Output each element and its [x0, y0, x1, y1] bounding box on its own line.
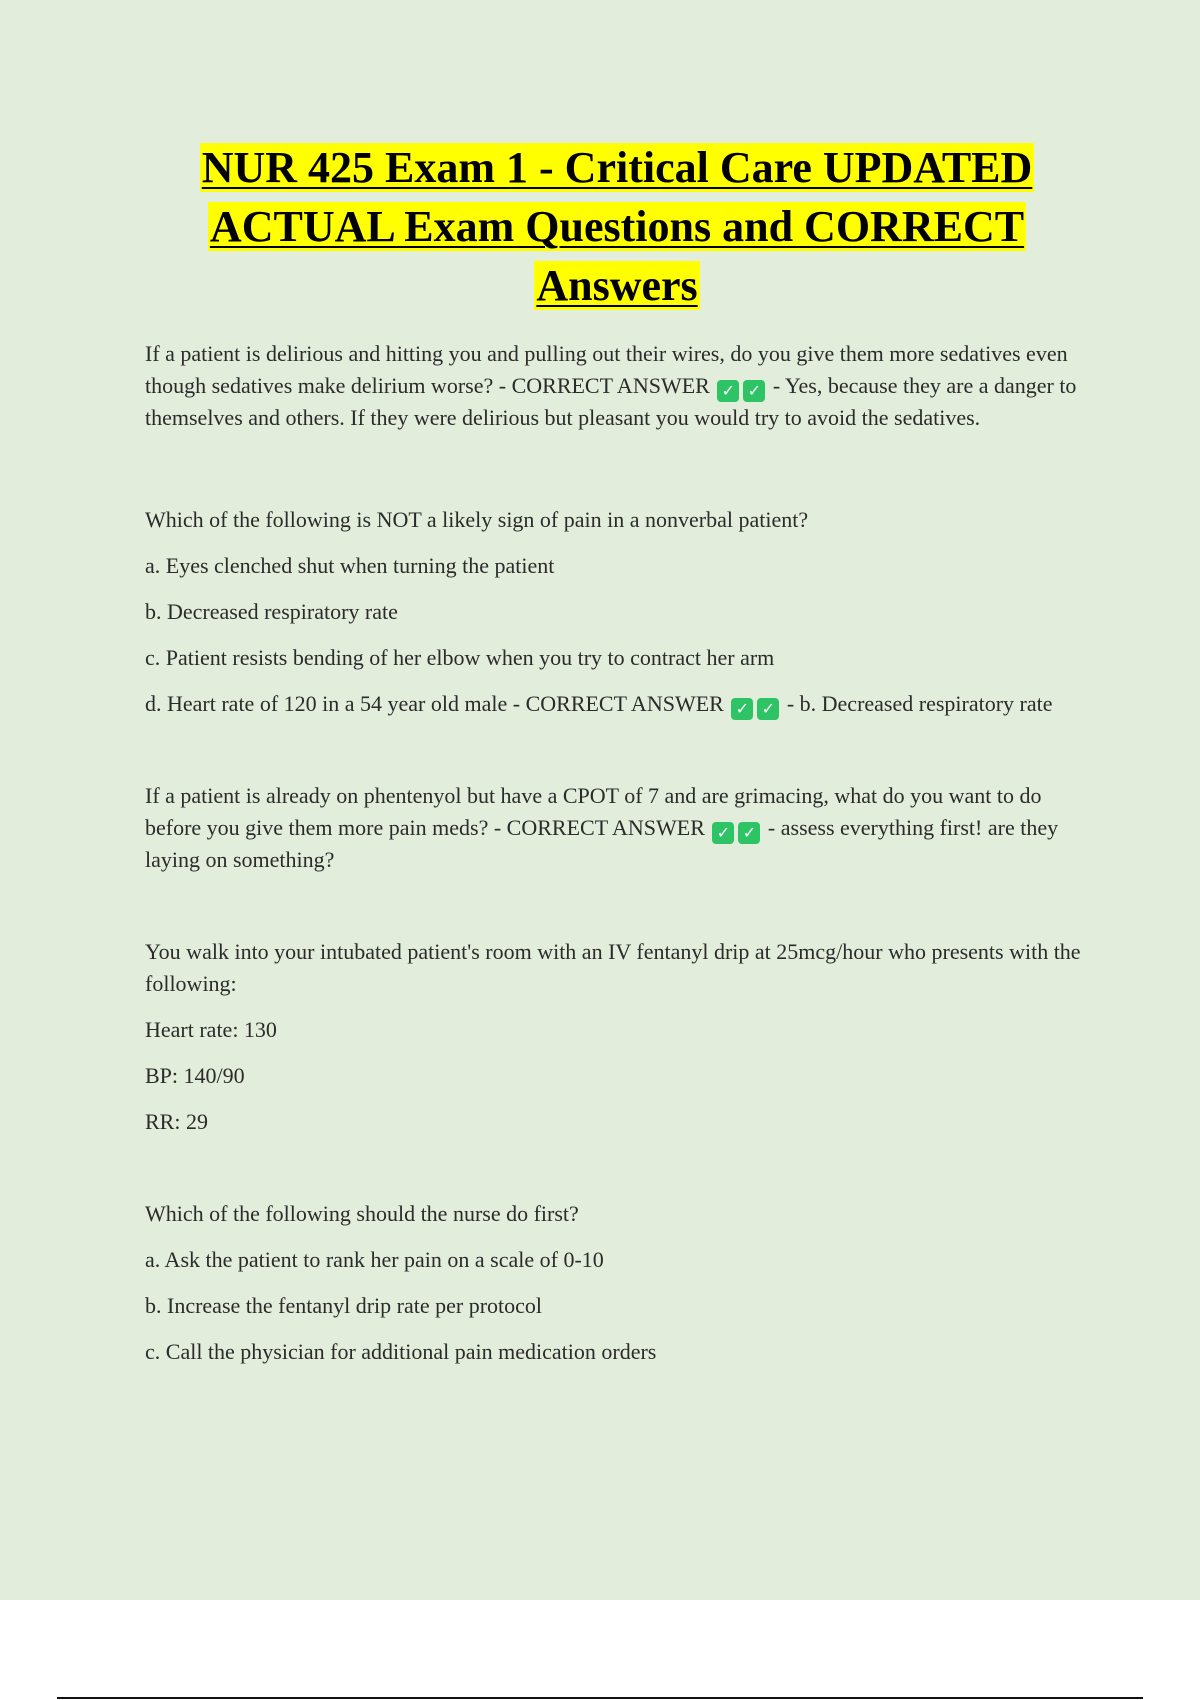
question-2-text: Which of the following is NOT a likely sign of pain in a nonverbal patient? [145, 507, 809, 532]
check-box-icon: ✓ [717, 380, 739, 402]
check-box-icon: ✓ [738, 822, 760, 844]
check-box-icon: ✓ [743, 380, 765, 402]
question-4-option-a: a. Ask the patient to rank her pain on a scale of 0-10 [145, 1247, 604, 1272]
question-1 [145, 338, 1085, 434]
question-2-option-d [145, 688, 1085, 720]
title-line-2: ACTUAL Exam Questions and CORRECT [209, 202, 1025, 251]
question-4-prompt: Which of the following should the nurse do first? [145, 1201, 579, 1226]
question-4-option-c: c. Call the physician for additional pain medication orders [145, 1339, 657, 1364]
question-2-option-a: a. Eyes clenched shut when turning the patient [145, 553, 555, 578]
question-1-answer: - Yes, because they are a danger to themselves and others. If they were delirious but pleasant you would try to avoid the sedatives. [145, 373, 1077, 430]
document-title [120, 138, 1114, 315]
question-2-option-b: b. Decreased respiratory rate [145, 599, 398, 624]
answer-marker: CORRECT ANSWER [506, 815, 705, 840]
question-3-text: If a patient is already on phentenyol but have a CPOT of 7 and are grimacing, what do you want to do before you give them more pain meds? - [145, 783, 1042, 840]
title-line-3: Answers [536, 261, 698, 310]
question-4-option-b: b. Increase the fentanyl drip rate per protocol [145, 1293, 543, 1318]
title-line-1: NUR 425 Exam 1 - Critical Care UPDATED [201, 143, 1033, 192]
question-3-answer: - assess everything first! are they laying on something? [145, 815, 1059, 872]
vital-blood-pressure: BP: 140/90 [145, 1063, 245, 1088]
document-body [145, 338, 1085, 1368]
answer-marker: CORRECT ANSWER [525, 691, 724, 716]
vital-respiratory-rate: RR: 29 [145, 1109, 208, 1134]
check-box-icon: ✓ [757, 698, 779, 720]
question-2-answer: - b. Decreased respiratory rate [786, 691, 1053, 716]
question-2-option-d-text: d. Heart rate of 120 in a 54 year old male - [145, 691, 526, 716]
question-4-text: You walk into your intubated patient's room with an IV fentanyl drip at 25mcg/hour who presents with the following: [145, 939, 1081, 996]
vital-heart-rate: Heart rate: 130 [145, 1017, 277, 1042]
question-1-text: If a patient is delirious and hitting you and pulling out their wires, do you give them more sedatives even though sedatives make delirium worse? - [145, 341, 1068, 398]
answer-marker: CORRECT ANSWER [511, 373, 710, 398]
question-3 [145, 780, 1085, 876]
bottom-divider [57, 1697, 1143, 1699]
check-box-icon: ✓ [712, 822, 734, 844]
check-box-icon: ✓ [731, 698, 753, 720]
question-2-option-c: c. Patient resists bending of her elbow when you try to contract her arm [145, 645, 775, 670]
